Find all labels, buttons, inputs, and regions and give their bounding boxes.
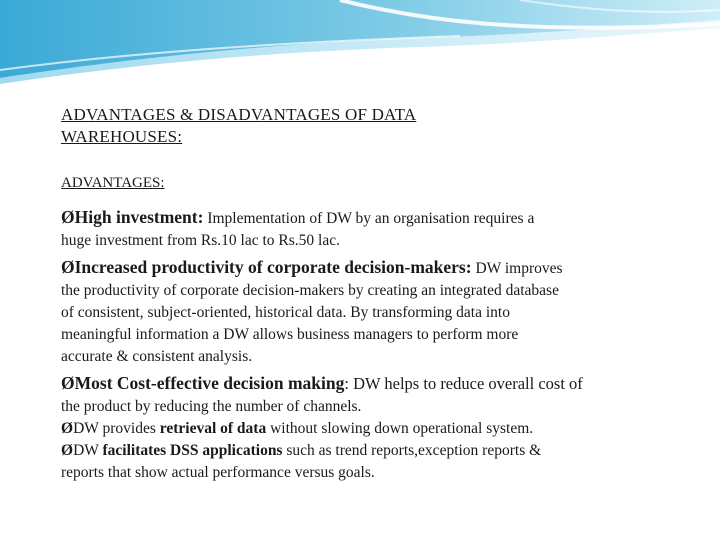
arrow-bullet-icon: Ø [61, 373, 75, 393]
point-cost-effective: ØMost Cost-effective decision making: DW helps to reduce overall cost of the product by reducing the number of channels. [61, 373, 583, 415]
point-increased-productivity: ØIncreased productivity of corporate decision-makers: DW improves the productivity of corporate decision-makers by creating an integrated database of consistent, subject-oriented, historical data. By transforming data into meaningful information a DW allows business managers to perform more accurate & consistent analysis. [61, 257, 563, 365]
slide-title: ADVANTAGES & DISADVANTAGES OF DATA WAREHOUSES: [61, 105, 417, 146]
point-retrieval: ØDW provides retrieval of data without slowing down operational system. [61, 420, 534, 437]
slide-content [61, 104, 661, 484]
point-heading: High investment: [74, 207, 204, 227]
point-heading: Increased productivity of corporate decision-makers: [74, 257, 472, 277]
arrow-bullet-icon: Ø [61, 207, 75, 227]
arrow-bullet-icon: Ø [61, 257, 75, 277]
arrow-bullet-icon: Ø [61, 420, 74, 437]
point-heading: Most Cost-effective decision making [74, 373, 345, 393]
arrow-bullet-icon: Ø [61, 442, 74, 459]
section-subtitle: ADVANTAGES: [61, 175, 165, 191]
point-high-investment: ØHigh investment: Implementation of DW by an organisation requires a huge investment from Rs.10 lac to Rs.50 lac. [61, 207, 535, 249]
header-wave-decoration [0, 0, 720, 90]
point-dss: ØDW facilitates DSS applications such as trend reports,exception reports & reports that show actual performance versus goals. [61, 442, 542, 481]
